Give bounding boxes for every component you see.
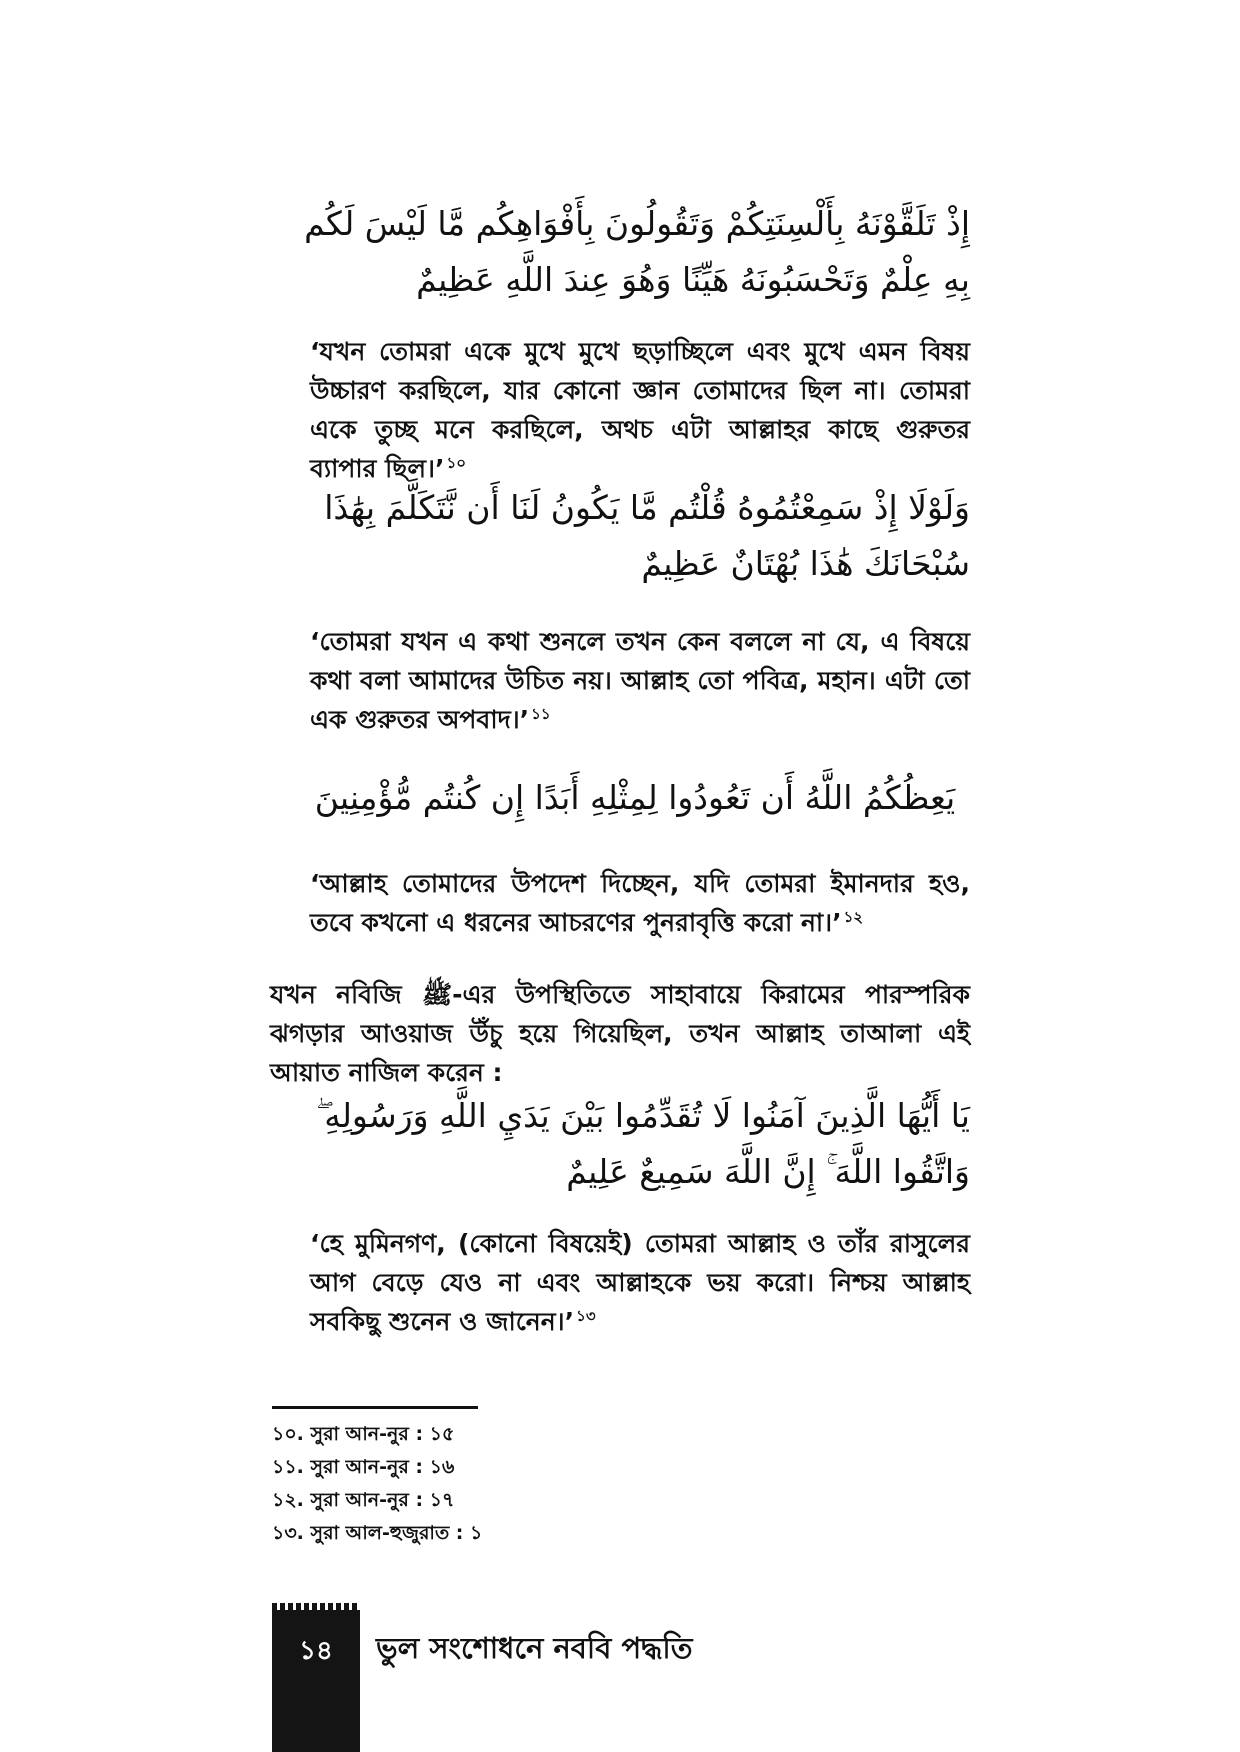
arabic-verse-2: وَلَوْلَا إِذْ سَمِعْتُمُوهُ قُلْتُم مَّا يَكُونُ لَنَا أَن نَّتَكَلَّمَ بِهَٰذَا سُبْحَانَكَ هَٰذَا بُهْتَانٌ عَظِيمٌ <box>324 488 970 583</box>
footnote-ref-11: ১১ <box>531 704 551 723</box>
running-title: ভুল সংশোধনে নববি পদ্ধতি <box>376 1631 693 1665</box>
translation-3-text: ‘আল্লাহ তোমাদের উপদেশ দিচ্ছেন, যদি তোমরা ইমানদার হও, তবে কখনো এ ধরনের আচরণের পুনরাবৃত্তি করো না।’ <box>310 869 970 937</box>
page-number: ১৪ <box>299 1636 333 1666</box>
translation-2-text: ‘তোমরা যখন এ কথা শুনলে তখন কেন বললে না যে, এ বিষয়ে কথা বলা আমাদের উচিত নয়। আল্লাহ তো পবিত্র, মহান। এটা তো এক গুরুতর অপবাদ।’ <box>310 627 970 734</box>
footnote-item: ১০. সুরা আন-নুর : ১৫ <box>272 1423 455 1445</box>
footnote-ref-13: ১৩ <box>576 1306 596 1325</box>
translation-1-text: ‘যখন তোমরা একে মুখে মুখে ছড়াচ্ছিলে এবং মুখে এমন বিষয় উচ্চারণ করছিলে, যার কোনো জ্ঞান তোমাদের ছিল না। তোমরা একে তুচ্ছ মনে করছিলে, অথচ এটা আল্লাহর কাছে গুরুতর ব্যাপার ছিল।’ <box>310 337 970 483</box>
footnotes <box>272 1418 772 1550</box>
footnote-ref-10: ১০ <box>446 453 466 472</box>
translation-4-text: ‘হে মুমিনগণ, (কোনো বিষয়েই) তোমরা আল্লাহ ও তাঁর রাসুলের আগ বেড়ে যেও না এবং আল্লাহকে ভয় করো। নিশ্চয় আল্লাহ সবকিছু শুনেন ও জানেন।’ <box>310 1229 970 1336</box>
translation-2 <box>310 622 970 739</box>
arabic-verse-3: يَعِظُكُمُ اللَّهُ أَن تَعُودُوا لِمِثْلِهِ أَبَدًا إِن كُنتُم مُّؤْمِنِينَ <box>314 778 956 817</box>
footnote-item: ১৩. সুরা আল-হুজুরাত : ১ <box>272 1522 483 1544</box>
footnote-divider <box>272 1406 478 1409</box>
narrative-paragraph: যখন নবিজি ﷺ-এর উপস্থিতিতে সাহাবায়ে কিরামের পারস্পরিক ঝগড়ার আওয়াজ উঁচু হয়ে গিয়েছিল, তখন আল্লাহ তাআলা এই আয়াত নাজিল করেন : <box>270 980 971 1087</box>
footnote-item: ১২. সুরা আন-নুর : ১৭ <box>272 1489 455 1511</box>
translation-1 <box>310 332 970 488</box>
footnote-ref-12: ১২ <box>843 907 864 926</box>
translation-4 <box>310 1224 970 1341</box>
arabic-verse-4: يَا أَيُّهَا الَّذِينَ آمَنُوا لَا تُقَدِّمُوا بَيْنَ يَدَيِ اللَّهِ وَرَسُولِهِ ۖ وَاتَّقُوا اللَّهَ ۚ إِنَّ اللَّهَ سَمِيعٌ عَلِيمٌ <box>315 1096 970 1191</box>
arabic-verse-1: إِذْ تَلَقَّوْنَهُ بِأَلْسِنَتِكُمْ وَتَقُولُونَ بِأَفْوَاهِكُم مَّا لَيْسَ لَكُم بِهِ عِلْمٌ وَتَحْسَبُونَهُ هَيِّنًا وَهُوَ عِندَ اللَّهِ عَظِيمٌ <box>304 204 970 299</box>
footnote-item: ১১. সুরা আন-নুর : ১৬ <box>272 1456 455 1478</box>
translation-3 <box>310 864 970 942</box>
